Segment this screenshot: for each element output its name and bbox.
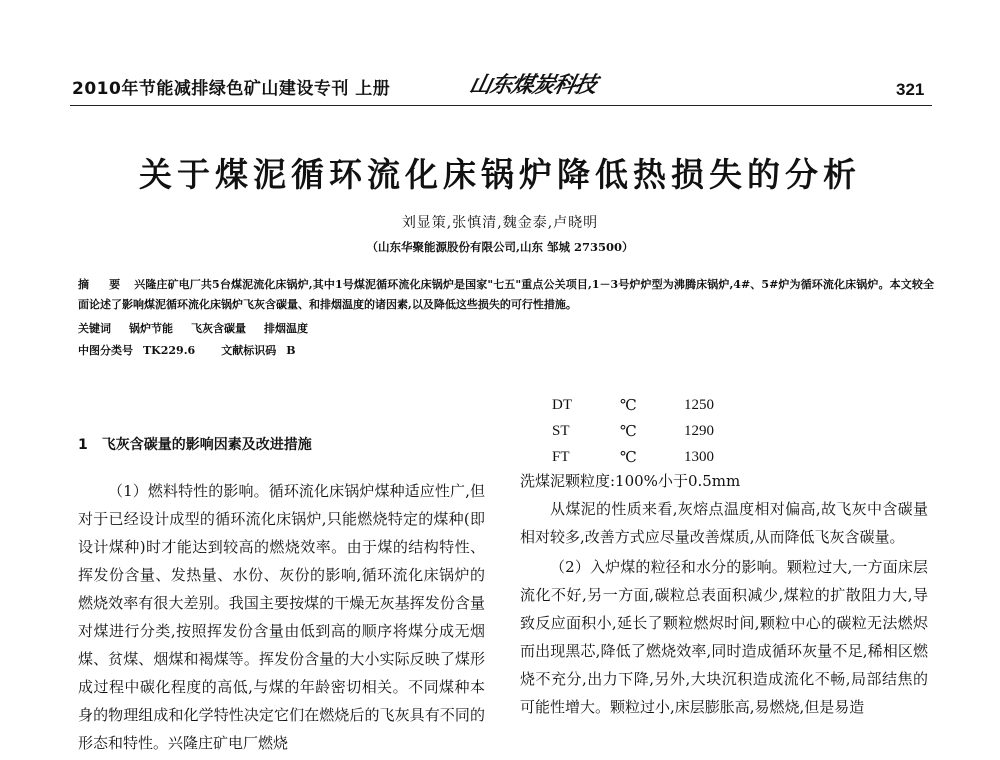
left-column bbox=[78, 477, 485, 757]
authors: 刘显策,张慎清,魏金泰,卢晓明 bbox=[401, 215, 599, 231]
doc-code-value: B bbox=[286, 344, 296, 357]
section-title: 飞灰含碳量的影响因素及改进措施 bbox=[101, 437, 312, 453]
table-unit: ℃ bbox=[620, 448, 637, 466]
article-title: 关于煤泥循环流化床锅炉降低热损失的分析 bbox=[139, 155, 861, 194]
section-number: 1 bbox=[78, 437, 88, 453]
table-value: 1300 bbox=[684, 448, 714, 465]
keyword-item: 锅炉节能 bbox=[129, 322, 173, 335]
body-paragraph: （1）燃料特性的影响。循环流化床锅炉煤种适应性广,但对于已经设计成型的循环流化床锅炉,只能燃烧特定的煤种(即设计煤种)时才能达到较高的燃烧效率。由于煤的结构特性、挥发份含量、发热量、水份、灰份的影响,循环流化床锅炉的燃烧效率有很大差别。我国主要按煤的干燥无灰基挥发份含量对煤进行分类,按照挥发份含量由低到高的顺序将煤分成无烟煤、贫煤、烟煤和褐煤等。挥发份含量的大小实际反映了煤形成过程中碳化程度的高低,与煤的年龄密切相关。不同煤种本身的物理组成和化学特性决定它们在燃烧后的飞灰具有不同的形态和特性。兴隆庄矿电厂燃烧 bbox=[78, 482, 485, 752]
abstract-label: 摘 要 bbox=[78, 278, 129, 291]
abstract bbox=[78, 275, 934, 315]
table-value: 1250 bbox=[684, 396, 714, 413]
table-unit: ℃ bbox=[620, 422, 637, 440]
right-column bbox=[520, 467, 928, 721]
journal-issue: 2010年节能减排绿色矿山建设专刊 上册 bbox=[72, 79, 391, 99]
body-paragraph: 从煤泥的性质来看,灰熔点温度相对偏高,故飞灰中含碳量相对较多,改善方式应尽量改善煤质,从而降低飞灰含碳量。 bbox=[520, 500, 928, 546]
clc-label: 中图分类号 bbox=[78, 344, 133, 357]
keywords-label: 关键词 bbox=[78, 322, 111, 335]
clc-value: TK229.6 bbox=[143, 344, 196, 357]
affiliation: （山东华聚能源股份有限公司,山东 邹城 273500） bbox=[366, 240, 634, 254]
journal-logo: 山东煤炭科技 bbox=[466, 72, 599, 98]
section-heading bbox=[78, 434, 312, 454]
table-row bbox=[552, 418, 714, 444]
table-key: FT bbox=[552, 448, 570, 465]
header-rule bbox=[70, 105, 932, 106]
doc-code-label: 文献标识码 bbox=[221, 344, 277, 357]
classification bbox=[78, 342, 306, 358]
ash-fusion-table bbox=[552, 392, 714, 470]
table-key: DT bbox=[552, 396, 572, 413]
body-paragraph: （2）入炉煤的粒径和水分的影响。颗粒过大,一方面床层流化不好,另一方面,碳粒总表面积减少,煤粒的扩散阻力大,导致反应面积小,延长了颗粒燃烬时间,颗粒中心的碳粒无法燃烬而出现黑芯,降低了燃烧效率,同时造成循环灰量不足,稀相区燃烧不充分,出力下降,另外,大块沉积造成流化不畅,局部结焦的可能性增大。颗粒过小,床层膨胀高,易燃烧,但是易造 bbox=[520, 558, 928, 716]
table-row bbox=[552, 392, 714, 418]
granularity-line: 洗煤泥颗粒度:100%小于0.5mm bbox=[520, 472, 741, 490]
table-key: ST bbox=[552, 422, 570, 439]
keyword-item: 飞灰含碳量 bbox=[191, 322, 246, 335]
table-unit: ℃ bbox=[620, 396, 637, 414]
abstract-text: 兴隆庄矿电厂共5台煤泥流化床锅炉,其中1号煤泥循环流化床锅炉是国家"七五"重点公关项目,1－3号炉炉型为沸腾床锅炉,4#、5#炉为循环流化床锅炉。本文较全面论述了影响煤泥循环流化床锅炉飞灰含碳量、和排烟温度的诸因素,以及降低这些损失的可行性措施。 bbox=[78, 278, 934, 311]
page-number: 321 bbox=[896, 80, 925, 99]
keyword-item: 排烟温度 bbox=[264, 322, 308, 335]
keywords bbox=[78, 320, 326, 336]
table-value: 1290 bbox=[684, 422, 714, 439]
